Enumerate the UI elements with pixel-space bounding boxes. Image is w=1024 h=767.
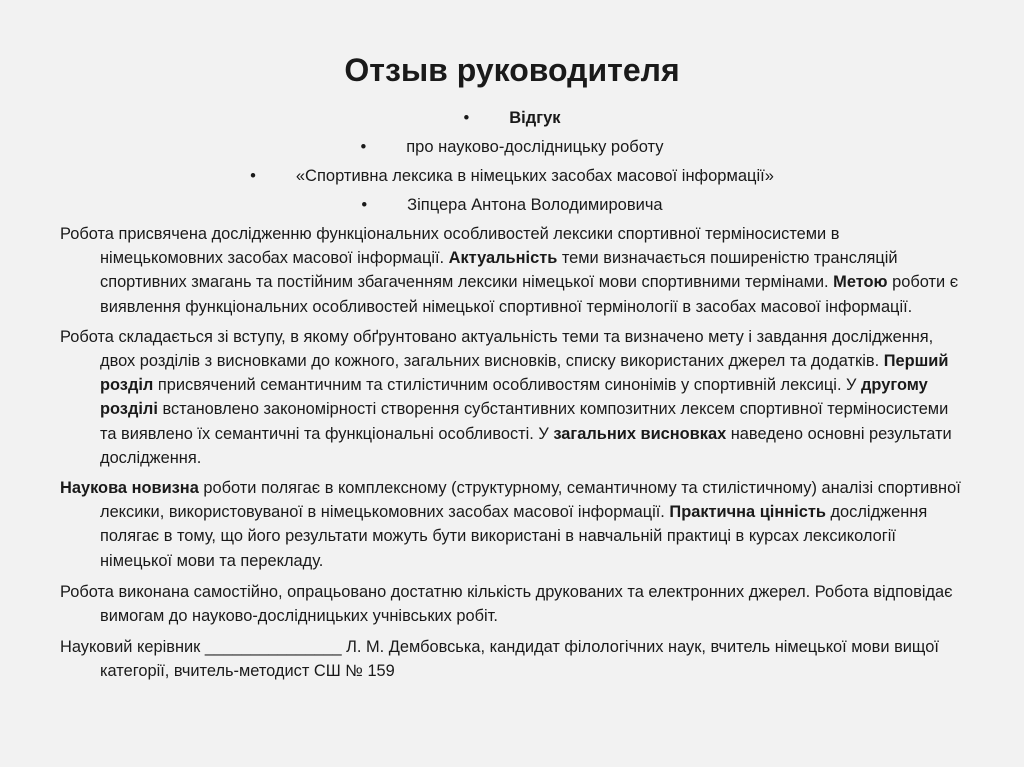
text-span: Робота присвячена дослідженню функціональних особливостей лексики спортивної терміносистеми в німецькомовних засобах масової інформації. (60, 225, 840, 268)
bullet-dot-icon: • (463, 109, 470, 127)
text-span: роботи є виявлення функціональних особливостей німецької спортивної термінології в засобах масової інформації. (100, 273, 959, 316)
bullet-line-2 (0, 133, 1024, 162)
header-bullets (0, 104, 1024, 220)
bullet-line-3 (0, 162, 1024, 191)
text-span: встановлено закономірності створення субстантивних композитних лексем спортивної терміносистеми та виявлено їх семантичні та функціональні особливості. У (100, 400, 949, 443)
paragraph-structure (60, 325, 965, 470)
bold-term: Наукова новизна (60, 479, 199, 498)
page-title: Отзыв руководителя (344, 52, 680, 88)
bullet-line-4 (0, 191, 1024, 220)
text-span: Робота виконана самостійно, опрацьовано достатню кількість друкованих та електронних джерел. Робота відповідає вимогам до науково-дослідницьких учнівських робіт. (60, 582, 953, 626)
paragraph-novelty (60, 476, 965, 573)
bullet-text: Відгук (509, 109, 561, 127)
bold-term: Перший розділ (100, 352, 949, 395)
text-span: роботи полягає в комплексному (структурному, семантичному та стилістичному) аналізі спортивної лексики, використовуваної в німецькомовних засобах масової інформації. (100, 479, 961, 522)
text-span: присвячений семантичним та стилістичним особливостям синонімів у спортивній лексиці. У (153, 376, 862, 395)
bold-term: Актуальність (448, 249, 558, 268)
bold-term: Практична цінність (669, 503, 826, 522)
text-span: теми визначається поширеністю трансляцій спортивних змагань та постійним збагаченням лексики німецької мови спортивними термінами. (100, 249, 898, 292)
bullet-text: про науково-дослідницьку роботу (406, 138, 664, 156)
paragraph-topic (60, 222, 965, 319)
text-span: Робота складається зі вступу, в якому обґрунтовано актуальність теми та визначено мету і завдання дослідження, двох розділів з висновками до кожного, загальних висновків, списку використаних джерел та додатків. (60, 327, 934, 371)
paragraph-supervisor (60, 635, 965, 683)
bold-term: Метою (833, 273, 888, 292)
bold-term: загальних висновках (553, 424, 727, 443)
bullet-dot-icon: • (361, 196, 368, 214)
bullet-text: «Спортивна лексика в німецьких засобах масової інформації» (295, 167, 774, 185)
text-span: Науковий керівник _______________ Л. М. Дембовська, кандидат філологічних наук, вчитель німецької мови вищої категорії, вчитель-методист СШ № 159 (60, 638, 939, 681)
bullet-line-1 (0, 104, 1024, 133)
body-text (60, 222, 965, 690)
bullet-dot-icon: • (360, 138, 367, 156)
paragraph-evaluation (60, 580, 965, 628)
bold-term: другому розділі (100, 376, 928, 419)
text-span: дослідження полягає в тому, що його результати можуть бути використані в навчальній практиці в курсах лексикології німецької мови та перекладу. (100, 503, 928, 570)
text-span: наведено основні результати дослідження. (100, 424, 952, 467)
bullet-text: Зіпцера Антона Володимировича (407, 196, 663, 214)
bullet-dot-icon: • (250, 167, 256, 185)
